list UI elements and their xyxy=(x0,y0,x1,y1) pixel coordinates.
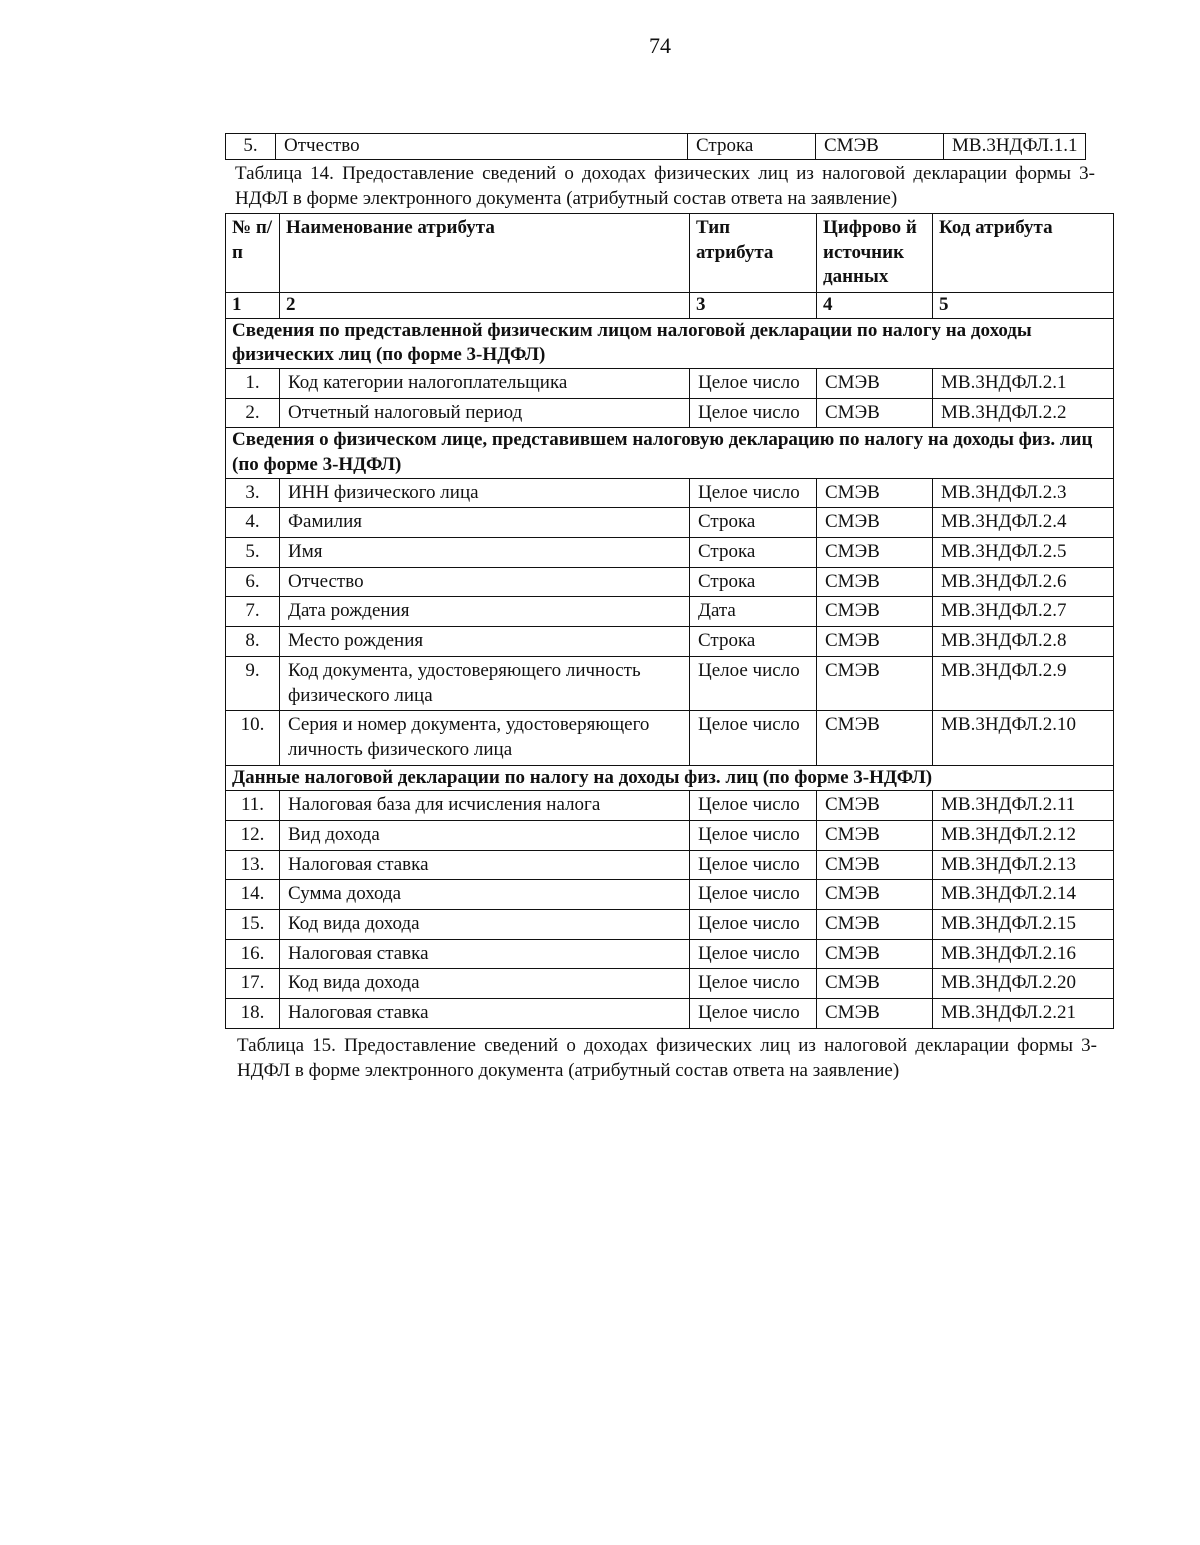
attribute-code: МВ.3НДФЛ.2.5 xyxy=(933,538,1114,568)
attribute-type: Целое число xyxy=(690,398,817,428)
table-row xyxy=(226,910,1114,940)
row-number: 6. xyxy=(226,567,280,597)
header-name: Наименование атрибута xyxy=(280,213,690,292)
attribute-code: МВ.3НДФЛ.2.13 xyxy=(933,850,1114,880)
data-source: СМЭВ xyxy=(817,368,933,398)
row-number: 14. xyxy=(226,880,280,910)
row-number: 13. xyxy=(226,850,280,880)
data-source: СМЭВ xyxy=(817,969,933,999)
attribute-name: Код вида дохода xyxy=(280,969,690,999)
attribute-type: Целое число xyxy=(690,880,817,910)
table-row xyxy=(226,850,1114,880)
table-row xyxy=(226,969,1114,999)
attribute-type: Целое число xyxy=(690,850,817,880)
table-row xyxy=(226,134,1086,160)
data-source: СМЭВ xyxy=(817,538,933,568)
document-content xyxy=(225,133,1115,1083)
attribute-code: МВ.3НДФЛ.2.1 xyxy=(933,368,1114,398)
attribute-type: Строка xyxy=(690,538,817,568)
column-numbers-row xyxy=(226,292,1114,318)
table-row xyxy=(226,939,1114,969)
row-number: 9. xyxy=(226,656,280,710)
data-source: СМЭВ xyxy=(817,398,933,428)
header-source: Цифрово й источник данных xyxy=(817,213,933,292)
row-number: 7. xyxy=(226,597,280,627)
attribute-type: Целое число xyxy=(690,656,817,710)
row-number: 12. xyxy=(226,820,280,850)
attribute-code: МВ.3НДФЛ.1.1 xyxy=(944,134,1086,160)
attribute-name: Место рождения xyxy=(280,627,690,657)
row-number: 10. xyxy=(226,711,280,765)
attribute-type: Строка xyxy=(690,508,817,538)
table-row xyxy=(226,368,1114,398)
attribute-name: Вид дохода xyxy=(280,820,690,850)
attribute-name: Серия и номер документа, удостоверяющего личность физического лица xyxy=(280,711,690,765)
table-row xyxy=(226,538,1114,568)
column-number: 2 xyxy=(280,292,690,318)
attribute-code: МВ.3НДФЛ.2.3 xyxy=(933,478,1114,508)
table-row xyxy=(226,820,1114,850)
table-row xyxy=(226,478,1114,508)
attribute-type: Целое число xyxy=(690,791,817,821)
column-number: 5 xyxy=(933,292,1114,318)
data-source: СМЭВ xyxy=(817,939,933,969)
attribute-type: Строка xyxy=(690,627,817,657)
section-header-row xyxy=(226,428,1114,478)
data-source: СМЭВ xyxy=(817,567,933,597)
data-source: СМЭВ xyxy=(817,627,933,657)
header-number: № п/п xyxy=(226,213,280,292)
table-row xyxy=(226,999,1114,1029)
column-number: 4 xyxy=(817,292,933,318)
data-source: СМЭВ xyxy=(817,880,933,910)
row-number: 16. xyxy=(226,939,280,969)
attribute-name: Налоговая ставка xyxy=(280,939,690,969)
attribute-type: Строка xyxy=(690,567,817,597)
attribute-name: Имя xyxy=(280,538,690,568)
attribute-type: Целое число xyxy=(690,820,817,850)
table-row xyxy=(226,567,1114,597)
table-row xyxy=(226,791,1114,821)
table-row xyxy=(226,711,1114,765)
data-source: СМЭВ xyxy=(817,910,933,940)
attribute-type: Целое число xyxy=(690,910,817,940)
table-header-row xyxy=(226,213,1114,292)
attribute-name: Отчетный налоговый период xyxy=(280,398,690,428)
attribute-code: МВ.3НДФЛ.2.7 xyxy=(933,597,1114,627)
attribute-name: Фамилия xyxy=(280,508,690,538)
row-number: 8. xyxy=(226,627,280,657)
row-number: 5. xyxy=(226,134,276,160)
table-row xyxy=(226,627,1114,657)
data-source: СМЭВ xyxy=(817,478,933,508)
attribute-code: МВ.3НДФЛ.2.15 xyxy=(933,910,1114,940)
data-source: СМЭВ xyxy=(817,999,933,1029)
section-header-row xyxy=(226,318,1114,368)
section-header-row xyxy=(226,765,1114,791)
attribute-name: Код категории налогоплательщика xyxy=(280,368,690,398)
previous-table-tail xyxy=(225,133,1086,160)
attribute-code: МВ.3НДФЛ.2.12 xyxy=(933,820,1114,850)
attribute-code: МВ.3НДФЛ.2.10 xyxy=(933,711,1114,765)
column-number: 1 xyxy=(226,292,280,318)
attribute-name: Отчество xyxy=(280,567,690,597)
row-number: 1. xyxy=(226,368,280,398)
attribute-type: Строка xyxy=(688,134,816,160)
row-number: 15. xyxy=(226,910,280,940)
section-title: Сведения по представленной физическим лицом налоговой декларации по налогу на доходы физических лиц (по форме 3-НДФЛ) xyxy=(226,318,1114,368)
attribute-name: Код вида дохода xyxy=(280,910,690,940)
attribute-code: МВ.3НДФЛ.2.2 xyxy=(933,398,1114,428)
attribute-code: МВ.3НДФЛ.2.4 xyxy=(933,508,1114,538)
section-title: Данные налоговой декларации по налогу на доходы физ. лиц (по форме 3-НДФЛ) xyxy=(226,765,1114,791)
attribute-type: Целое число xyxy=(690,969,817,999)
data-source: СМЭВ xyxy=(817,508,933,538)
header-code: Код атрибута xyxy=(933,213,1114,292)
data-source: СМЭВ xyxy=(817,656,933,710)
attribute-name: Налоговая ставка xyxy=(280,850,690,880)
data-source: СМЭВ xyxy=(817,791,933,821)
attribute-name: Сумма дохода xyxy=(280,880,690,910)
table-row xyxy=(226,508,1114,538)
section-title: Сведения о физическом лице, представившем налоговую декларацию по налогу на доходы физ. лиц (по форме 3-НДФЛ) xyxy=(226,428,1114,478)
table-15-caption: Таблица 15. Предоставление сведений о доходах физических лиц из налоговой декларации формы 3-НДФЛ в форме электронного документа (атрибутный состав ответа на заявление) xyxy=(237,1034,1097,1081)
attribute-name: Налоговая ставка xyxy=(280,999,690,1029)
data-source: СМЭВ xyxy=(817,820,933,850)
data-source: СМЭВ xyxy=(817,711,933,765)
attribute-name: Код документа, удостоверяющего личность физического лица xyxy=(280,656,690,710)
attribute-type: Целое число xyxy=(690,478,817,508)
row-number: 5. xyxy=(226,538,280,568)
attribute-code: МВ.3НДФЛ.2.20 xyxy=(933,969,1114,999)
attribute-type: Целое число xyxy=(690,711,817,765)
attribute-name: Отчество xyxy=(276,134,688,160)
attribute-type: Целое число xyxy=(690,368,817,398)
attributes-table xyxy=(225,213,1114,1029)
row-number: 11. xyxy=(226,791,280,821)
attribute-code: МВ.3НДФЛ.2.9 xyxy=(933,656,1114,710)
attribute-name: Дата рождения xyxy=(280,597,690,627)
attribute-name: Налоговая база для исчисления налога xyxy=(280,791,690,821)
attribute-code: МВ.3НДФЛ.2.14 xyxy=(933,880,1114,910)
table-row xyxy=(226,398,1114,428)
column-number: 3 xyxy=(690,292,817,318)
attribute-type: Целое число xyxy=(690,999,817,1029)
row-number: 18. xyxy=(226,999,280,1029)
table-body xyxy=(226,292,1114,1028)
attribute-name: ИНН физического лица xyxy=(280,478,690,508)
row-number: 4. xyxy=(226,508,280,538)
attribute-code: МВ.3НДФЛ.2.16 xyxy=(933,939,1114,969)
table-row xyxy=(226,656,1114,710)
page-number: 74 xyxy=(649,33,671,58)
header-type: Тип атрибута xyxy=(690,213,817,292)
table-row xyxy=(226,597,1114,627)
attribute-code: МВ.3НДФЛ.2.6 xyxy=(933,567,1114,597)
data-source: СМЭВ xyxy=(816,134,944,160)
data-source: СМЭВ xyxy=(817,850,933,880)
data-source: СМЭВ xyxy=(817,597,933,627)
table-row xyxy=(226,880,1114,910)
attribute-type: Целое число xyxy=(690,939,817,969)
attribute-type: Дата xyxy=(690,597,817,627)
row-number: 17. xyxy=(226,969,280,999)
attribute-code: МВ.3НДФЛ.2.8 xyxy=(933,627,1114,657)
row-number: 3. xyxy=(226,478,280,508)
attribute-code: МВ.3НДФЛ.2.11 xyxy=(933,791,1114,821)
attribute-code: МВ.3НДФЛ.2.21 xyxy=(933,999,1114,1029)
row-number: 2. xyxy=(226,398,280,428)
table-14-caption: Таблица 14. Предоставление сведений о доходах физических лиц из налоговой декларации формы 3-НДФЛ в форме электронного документа (атрибутный состав ответа на заявление) xyxy=(235,162,1095,209)
